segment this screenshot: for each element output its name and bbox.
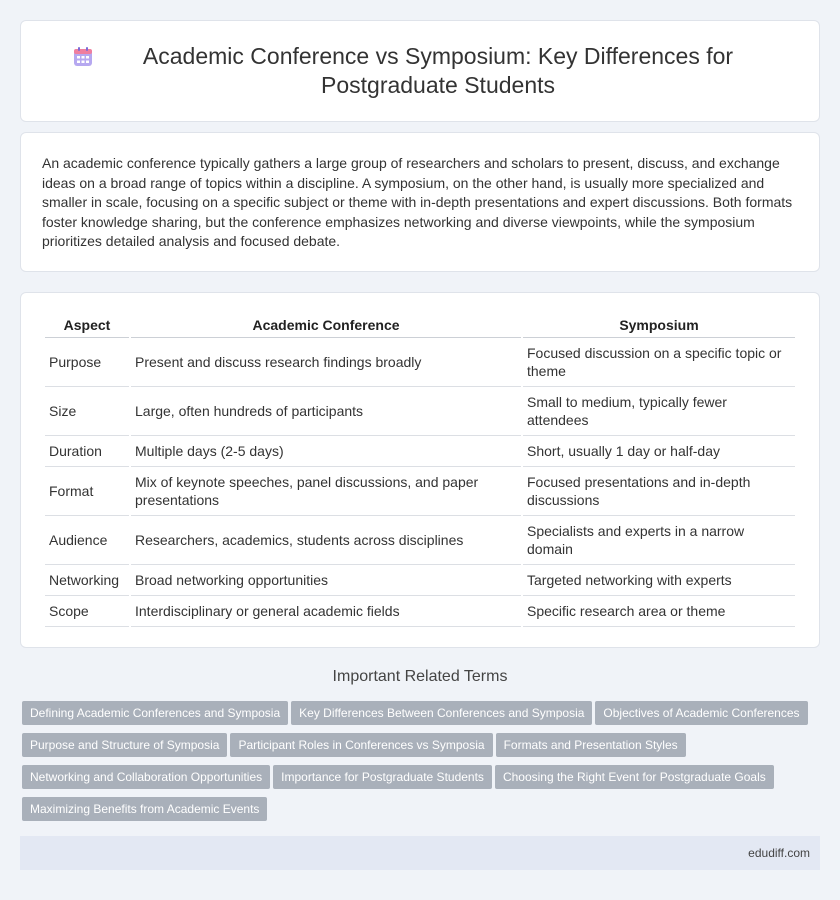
related-terms-tags [22, 701, 822, 829]
row-conference: Mix of keynote speeches, panel discussions, and paper presentations [131, 467, 521, 516]
intro-paragraph: An academic conference typically gathers a large group of researchers and scholars to present, discuss, and exchange ideas on a broad range of topics within a discipline. A symposium, on the other hand, is usually more specialized and smaller in scale, focusing on a specific subject or theme with in-depth presentations and expert discussions. Both formats foster knowledge sharing, but the conference emphasizes networking and diverse viewpoints, while the symposium prioritizes detailed analysis and focused debate. [42, 155, 793, 250]
row-conference: Broad networking opportunities [131, 565, 521, 596]
related-tag[interactable]: Choosing the Right Event for Postgraduate Goals [495, 765, 774, 789]
header-conference: Academic Conference [131, 313, 521, 338]
row-aspect: Audience [45, 516, 129, 565]
row-symposium: Specialists and experts in a narrow domain [523, 516, 795, 565]
header-symposium: Symposium [523, 313, 795, 338]
row-conference: Interdisciplinary or general academic fields [131, 596, 521, 627]
header-aspect: Aspect [45, 313, 129, 338]
row-conference: Present and discuss research findings broadly [131, 338, 521, 387]
row-aspect: Size [45, 387, 129, 436]
comparison-table [43, 313, 797, 627]
row-aspect: Duration [45, 436, 129, 467]
table-row [45, 516, 795, 565]
table-row [45, 436, 795, 467]
related-tag[interactable]: Key Differences Between Conferences and Symposia [291, 701, 592, 725]
table-row [45, 387, 795, 436]
related-tag[interactable]: Defining Academic Conferences and Symposia [22, 701, 288, 725]
related-tag[interactable]: Importance for Postgraduate Students [273, 765, 492, 789]
page-title: Academic Conference vs Symposium: Key Differences for Postgraduate Students [142, 43, 734, 98]
related-terms-title: Important Related Terms [332, 668, 508, 685]
table-row [45, 338, 795, 387]
table-row [45, 467, 795, 516]
footer-site-link[interactable]: edudiff.com [748, 846, 810, 860]
related-tag[interactable]: Participant Roles in Conferences vs Symposia [230, 733, 492, 757]
header-inner [72, 42, 768, 100]
table-row [45, 596, 795, 627]
calendar-icon [72, 46, 94, 68]
row-symposium: Targeted networking with experts [523, 565, 795, 596]
related-tag[interactable]: Objectives of Academic Conferences [595, 701, 807, 725]
row-symposium: Short, usually 1 day or half-day [523, 436, 795, 467]
row-aspect: Scope [45, 596, 129, 627]
row-aspect: Networking [45, 565, 129, 596]
row-conference: Researchers, academics, students across disciplines [131, 516, 521, 565]
related-tag[interactable]: Purpose and Structure of Symposia [22, 733, 227, 757]
row-symposium: Focused discussion on a specific topic or theme [523, 338, 795, 387]
row-conference: Multiple days (2-5 days) [131, 436, 521, 467]
related-tag[interactable]: Formats and Presentation Styles [496, 733, 686, 757]
row-aspect: Purpose [45, 338, 129, 387]
row-symposium: Focused presentations and in-depth discussions [523, 467, 795, 516]
row-symposium: Specific research area or theme [523, 596, 795, 627]
table-row [45, 565, 795, 596]
related-tag[interactable]: Networking and Collaboration Opportunities [22, 765, 270, 789]
row-aspect: Format [45, 467, 129, 516]
comparison-table-card [20, 292, 820, 648]
header-card [20, 20, 820, 122]
row-conference: Large, often hundreds of participants [131, 387, 521, 436]
intro-card [20, 132, 820, 272]
table-header-row [45, 313, 795, 338]
row-symposium: Small to medium, typically fewer attendees [523, 387, 795, 436]
related-tag[interactable]: Maximizing Benefits from Academic Events [22, 797, 267, 821]
footer [20, 836, 820, 870]
